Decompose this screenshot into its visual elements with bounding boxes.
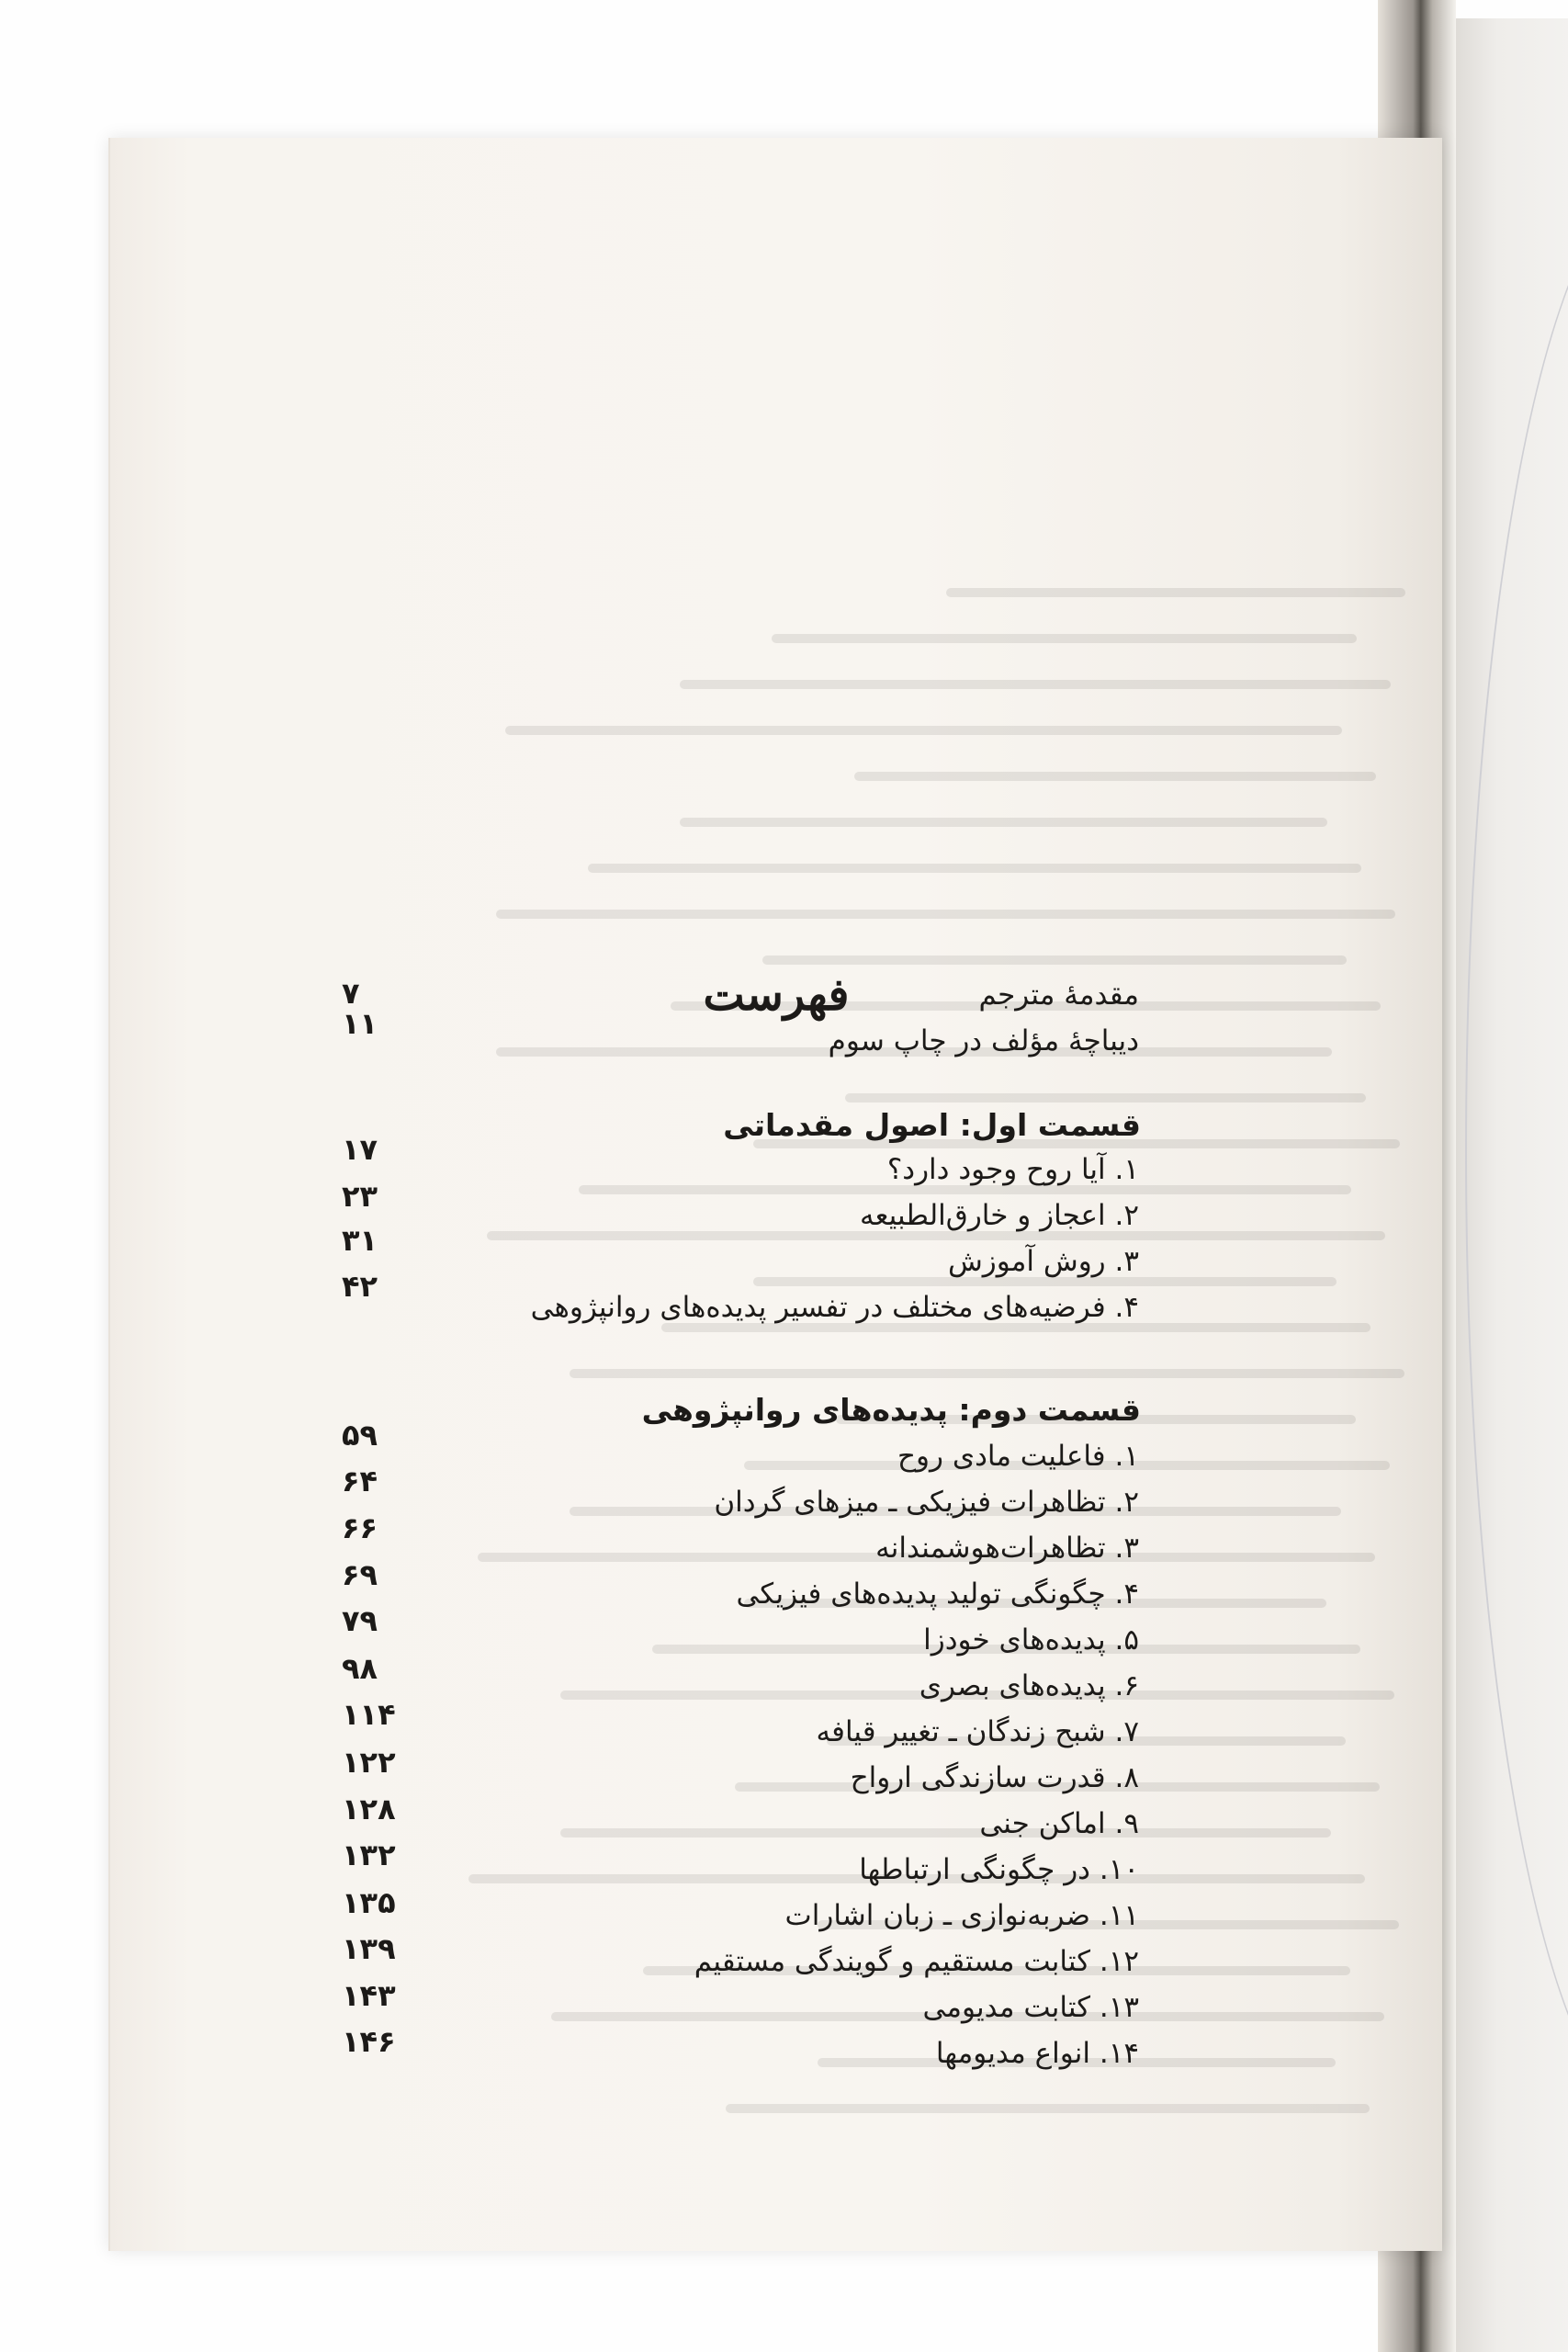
toc-entry: ۱۳. کتابت مدیومی <box>922 1991 1139 2024</box>
toc-page-number: ۳۱ <box>342 1223 378 1258</box>
toc-page-number: ۶۶ <box>342 1510 378 1545</box>
table-of-contents <box>110 138 1442 2251</box>
toc-page-number: ۱۱ <box>342 1006 378 1041</box>
toc-entry-author-preface: دیباچهٔ مؤلف در چاپ سوم <box>828 1024 1139 1057</box>
toc-page-number: ۱۴۶ <box>342 2024 396 2059</box>
toc-page-number: ۱۷ <box>342 1132 378 1167</box>
toc-page-number: ۱۲۸ <box>342 1792 396 1826</box>
toc-entry: ۳. تظاهرات‌هوشمندانه <box>875 1532 1139 1565</box>
toc-title: فهرست <box>703 969 850 1021</box>
facing-page-decorative-arc <box>1465 184 1568 2117</box>
toc-page-number: ۷ <box>342 976 360 1011</box>
toc-entry: ۴. فرضیه‌های مختلف در تفسیر پدیده‌های روانپژوهی <box>530 1291 1139 1324</box>
facing-page <box>1442 18 1568 2352</box>
toc-entry: ۴. چگونگی تولید پدیده‌های فیزیکی <box>736 1577 1139 1611</box>
toc-entry: ۱. آیا روح وجود دارد؟ <box>886 1153 1139 1186</box>
toc-entry: ۳. روش آموزش <box>947 1245 1139 1278</box>
toc-entry: ۷. شبح زندگان ـ تغییر قیافه <box>816 1715 1139 1748</box>
toc-page-number: ۶۹ <box>342 1557 378 1592</box>
toc-entry: ۸. قدرت سازندگی ارواح <box>850 1761 1139 1794</box>
toc-page-number: ۲۳ <box>342 1179 378 1214</box>
toc-page-number: ۱۳۲ <box>342 1838 396 1872</box>
toc-page-number: ۵۹ <box>342 1418 378 1453</box>
toc-entry: ۹. اماکن جنی <box>979 1807 1139 1840</box>
toc-entry: ۱۴. انواع مدیومها <box>935 2037 1139 2070</box>
toc-entry: ۱۱. ضربه‌نوازی ـ زبان اشارات <box>784 1899 1139 1932</box>
toc-page-number: ۱۳۹ <box>342 1931 396 1966</box>
toc-entry: ۱. فاعلیت مادی روح <box>897 1440 1139 1473</box>
toc-entry-translator-preface: مقدمهٔ مترجم <box>978 978 1139 1012</box>
toc-entry: ۶. پدیده‌های بصری <box>919 1669 1139 1702</box>
toc-page <box>108 138 1442 2251</box>
section-heading-part-2: قسمت دوم: پدیده‌های روانپژوهی <box>641 1392 1141 1428</box>
toc-entry: ۲. اعجاز و خارق‌الطبیعه <box>860 1199 1139 1232</box>
toc-page-number: ۷۹ <box>342 1603 378 1638</box>
toc-page-number: ۹۸ <box>342 1651 378 1686</box>
toc-page-number: ۴۲ <box>342 1269 378 1304</box>
toc-page-number: ۶۴ <box>342 1464 378 1498</box>
section-heading-part-1: قسمت اول: اصول مقدماتی <box>723 1107 1141 1143</box>
toc-entry: ۲. تظاهرات فیزیکی ـ میزهای گردان <box>714 1486 1139 1519</box>
toc-page-number: ۱۲۲ <box>342 1745 396 1780</box>
toc-entry: ۵. پدیده‌های خودزا <box>923 1623 1139 1657</box>
toc-page-number: ۱۴۳ <box>342 1978 396 2013</box>
toc-entry: ۱۰. در چگونگی ارتباطها <box>859 1853 1139 1886</box>
toc-page-number: ۱۱۴ <box>342 1697 396 1732</box>
toc-entry: ۱۲. کتابت مستقیم و گویندگی مستقیم <box>694 1945 1139 1978</box>
toc-page-number: ۱۳۵ <box>342 1885 396 1920</box>
